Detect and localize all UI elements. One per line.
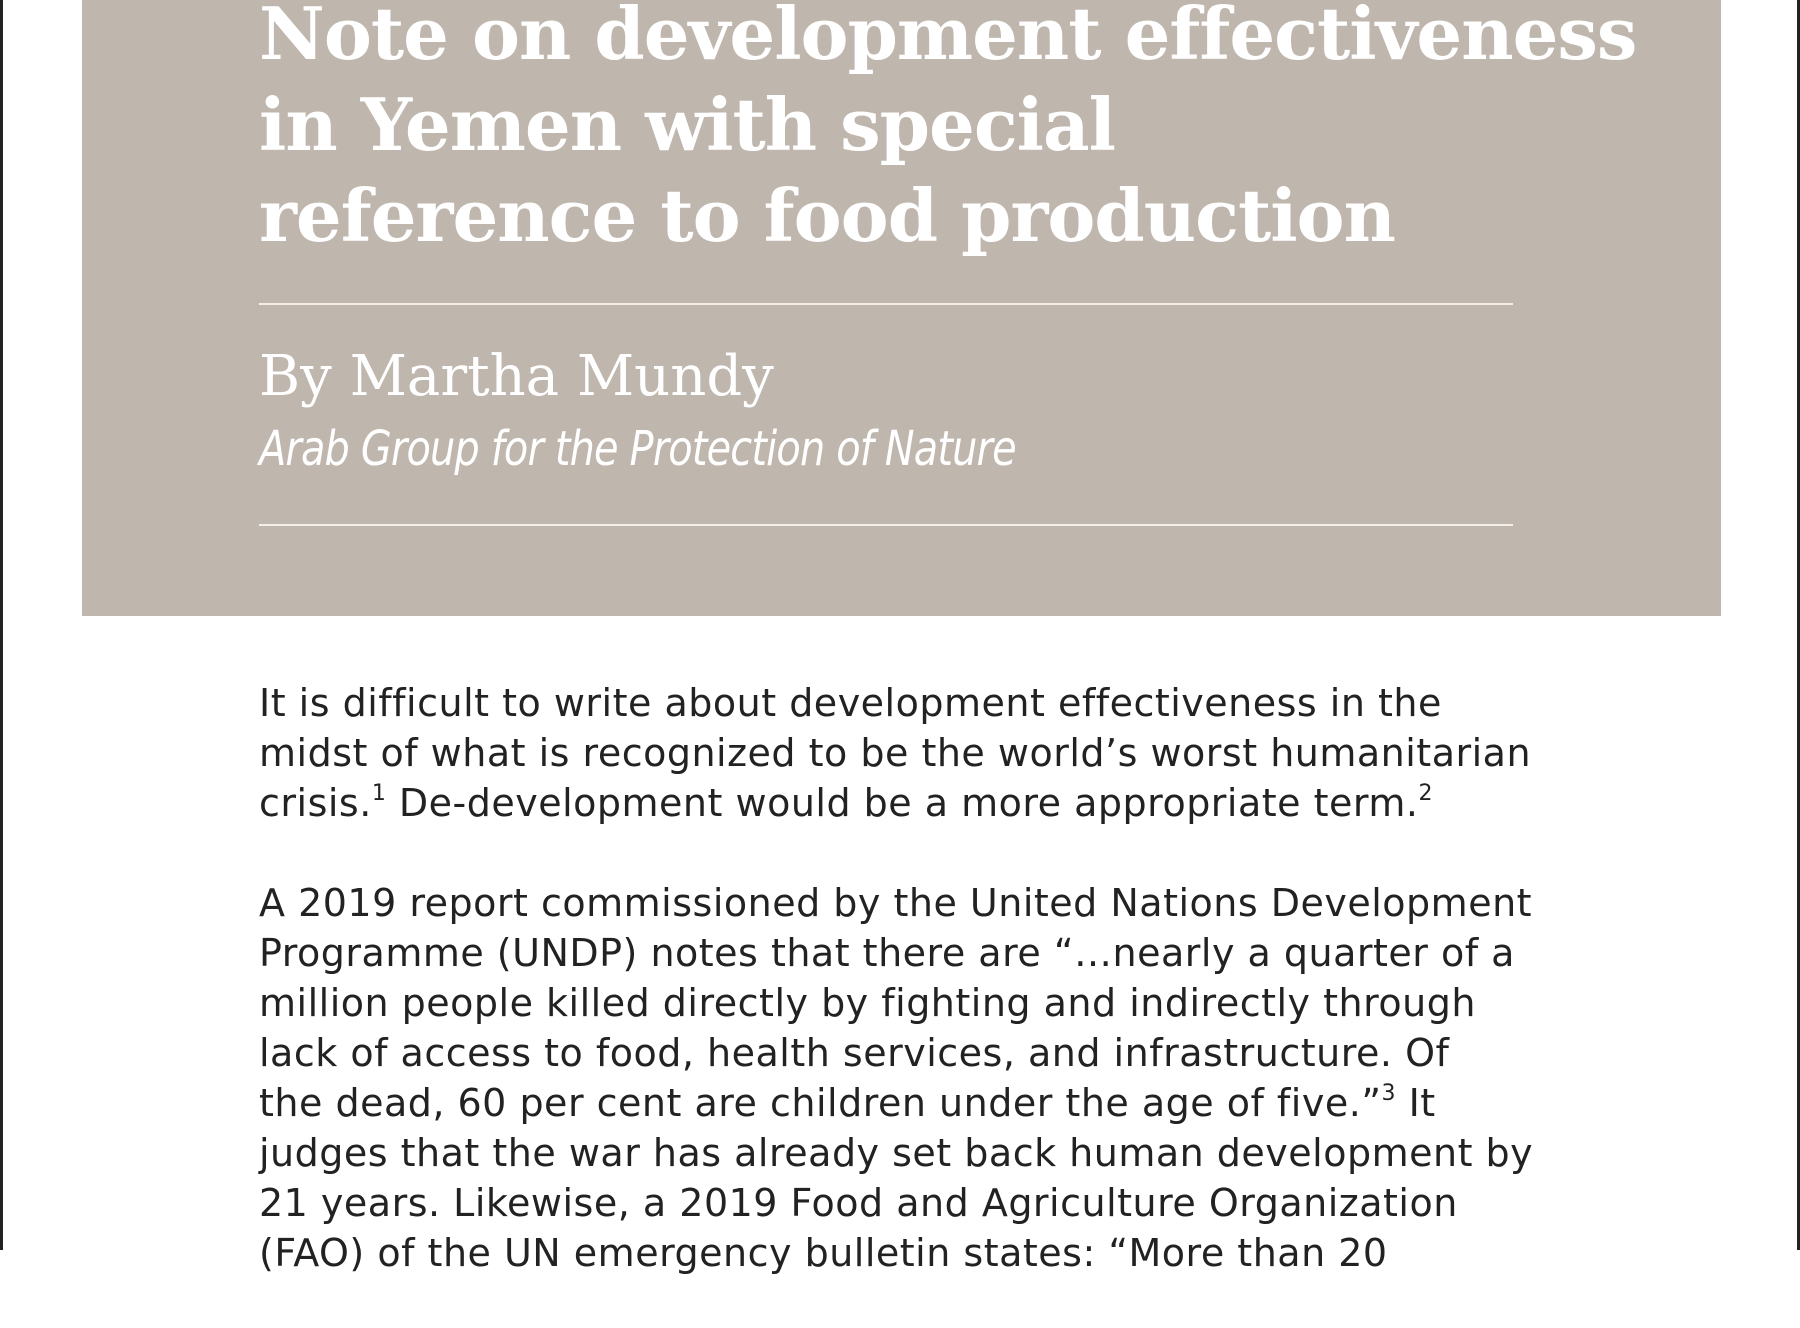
header-panel	[82, 0, 1721, 616]
text-line: It is difficult to write about development effectiveness in the	[259, 681, 1442, 725]
text-line: midst of what is recognized to be the world’s worst humanitarian	[259, 731, 1532, 775]
text-fragment: the dead, 60 per cent are children under the age of five.”	[259, 1081, 1382, 1125]
paragraph	[259, 678, 1539, 828]
title-divider	[259, 303, 1513, 305]
text-line: judges that the war has already set back human development by	[259, 1131, 1534, 1175]
title-line: in Yemen with special	[259, 82, 1116, 167]
paragraph	[259, 878, 1539, 1278]
text-line: A 2019 report commissioned by the United Nations Development	[259, 881, 1533, 925]
byline-divider	[259, 524, 1513, 526]
author-affiliation: Arab Group for the Protection of Nature	[259, 421, 1016, 477]
text-line: million people killed directly by fighting and indirectly through	[259, 981, 1476, 1025]
text-line: 21 years. Likewise, a 2019 Food and Agriculture Organization	[259, 1181, 1458, 1225]
text-fragment: It	[1396, 1081, 1436, 1125]
page-frame-left	[0, 0, 3, 1250]
title-line: Note on development effectiveness	[259, 0, 1637, 76]
text-line	[259, 778, 1539, 828]
footnote-marker[interactable]: 2	[1418, 781, 1433, 806]
text-line: Programme (UNDP) notes that there are “…nearly a quarter of a	[259, 931, 1515, 975]
text-line: (FAO) of the UN emergency bulletin states: “More than 20	[259, 1231, 1388, 1275]
footnote-marker[interactable]: 3	[1381, 1081, 1397, 1106]
text-line: lack of access to food, health services, and infrastructure. Of	[259, 1031, 1450, 1075]
text-line	[259, 1078, 1539, 1128]
text-fragment: De-development would be a more appropriate term.	[386, 781, 1419, 825]
title-line: reference to food production	[259, 173, 1395, 258]
text-fragment: crisis.	[259, 781, 372, 825]
author-byline: By Martha Mundy	[259, 344, 774, 409]
footnote-marker[interactable]: 1	[371, 781, 387, 806]
document-title	[259, 0, 1637, 261]
body-text	[259, 678, 1539, 1328]
